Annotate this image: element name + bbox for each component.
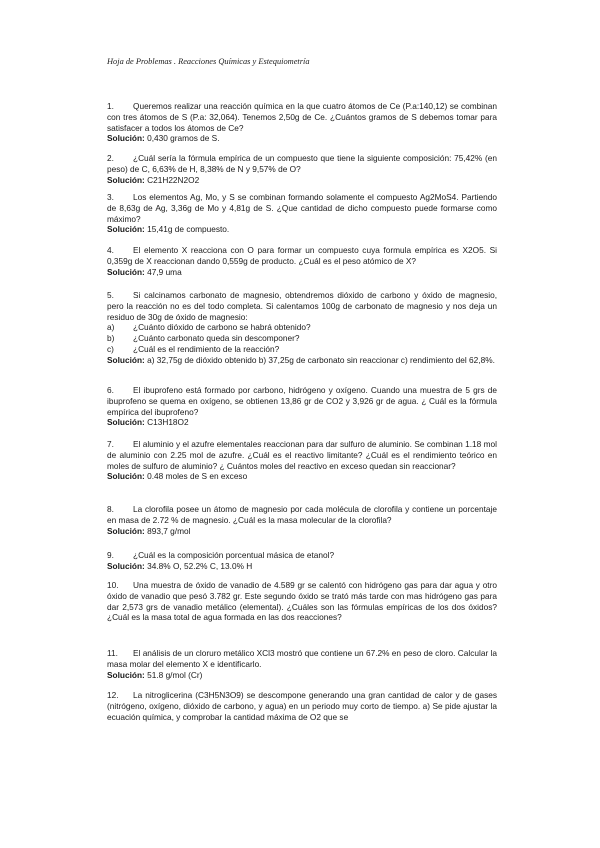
problem-3 [107,192,497,235]
problem-text: Los elementos Ag, Mo, y S se combinan formando solamente el compuesto Ag2MoS4. Partiendo de 8,63g de Ag, 3,36g de Mo y 4,81g de S. ¿Que cantidad de dicho compuesto puede formarse como máximo? [107,192,497,224]
solution-label: Solución: [107,224,145,235]
solution-label: Solución: [107,266,145,277]
solution-text: a) 32,75g de dióxido obtenido b) 37,25g de carbonato sin reaccionar c) rendimiento del 62,8%. [147,354,495,365]
problem-number: 9. [107,550,114,560]
solution-label: Solución: [107,525,145,536]
solution-label: Solución: [107,669,145,680]
problem-number: 1. [107,101,114,111]
problem-text: La nitroglicerina (C3H5N3O9) se descompone generando una gran cantidad de calor y de gases (nitrógeno, oxígeno, dióxido de carbono, y agua) en un periodo muy corto de tiempo. a) Se pide ajustar la ecuación química, y comprobar la cantidad máxima de O2 que se [107,690,497,722]
problem-5 [107,290,497,366]
option-letter: a) [107,322,115,333]
option-letter: c) [107,343,114,354]
problem-number: 3. [107,192,114,202]
problem-2 [107,153,497,185]
problem-11 [107,648,497,680]
problem-6 [107,385,497,428]
solution-text: 15,41g de compuesto. [147,224,230,235]
option-c [107,344,497,355]
problem-text: La clorofila posee un átomo de magnesio por cada molécula de clorofila y contiene un porcentaje en masa de 2.72 % de magnesio. ¿Cuál es la masa molecular de la clorofila? [107,504,497,525]
solution-text: 34.8% O, 52.2% C, 13.0% H [147,560,253,571]
problem-1 [107,101,497,144]
problem-number: 2. [107,153,114,163]
option-text: ¿Cuánto dióxido de carbono se habrá obtenido? [133,322,311,333]
problem-number: 12. [107,690,119,700]
solution-text: 0,430 gramos de S. [147,133,220,144]
solution-text: C13H18O2 [147,417,189,428]
problem-12 [107,690,497,722]
problem-number: 11. [107,648,118,658]
solution-label: Solución: [107,133,145,144]
problem-number: 6. [107,385,114,395]
problem-number: 8. [107,504,114,514]
problem-text: El análisis de un cloruro metálico XCl3 mostró que contiene un 67.2% en peso de cloro. Calcular la masa molar del elemento X e identificarlo. [107,648,497,669]
problem-9 [107,550,497,572]
problem-text: Si calcinamos carbonato de magnesio, obtendremos dióxido de carbono y óxido de magnesio, pero la reacción no es del todo completa. Si calentamos 100g de carbonato de magnesio y nos deja un residuo de 30g de óxido de magnesio: [107,290,497,322]
problem-text: El ibuprofeno está formado por carbono, hidrógeno y oxígeno. Cuando una muestra de 5 grs de ibuprofeno se quema en oxígeno, se obtienen 13,86 gr de CO2 y 3,926 gr de agua. ¿ Cuál es la fórmula empírica del ibuprofeno? [107,385,497,417]
problem-number: 4. [107,245,114,255]
solution-label: Solución: [107,354,145,365]
problem-10 [107,580,497,623]
option-a [107,322,497,333]
solution-text: 0.48 moles de S en exceso [147,471,248,482]
problem-text: ¿Cuál sería la fórmula empírica de un compuesto que tiene la siguiente composición: 75,42% (en peso) de C, 6,63% de H, 8,38% de N y 9,57% de O? [107,153,497,174]
option-text: ¿Cuánto carbonato queda sin descomponer? [133,333,300,344]
option-b [107,333,497,344]
solution-text: 51.8 g/mol (Cr) [147,669,203,680]
solution-label: Solución: [107,471,145,482]
problem-7 [107,439,497,482]
problem-text: El elemento X reacciona con O para formar un compuesto cuya formula empírica es X2O5. Si 0,359g de X reaccionan dando 0,559g de producto. ¿Cuál es el peso atómico de X? [107,245,497,266]
option-text: ¿Cuál es el rendimiento de la reacción? [133,343,280,354]
problem-text: ¿Cuál es la composición porcentual másica de etanol? [133,550,335,560]
problem-number: 10. [107,580,119,590]
problem-text: Queremos realizar una reacción química en la que cuatro átomos de Ce (P.a:140,12) se combinan con tres átomos de S (P.a: 32,064). Tenemos 2,50g de Ce. ¿Cuántos gramos de S debemos tomar para satisfacer a todos los átomos de Ce? [107,101,497,133]
problem-number: 7. [107,439,114,449]
option-letter: b) [107,333,115,344]
solution-label: Solución: [107,174,145,185]
problem-text: Una muestra de óxido de vanadio de 4.589 gr se calentó con hidrógeno gas para dar agua y otro óxido de vanadio que pesó 3.782 gr. Este segundo óxido se trató más tarde con mas hidrógeno gas para dar 2,573 grs de vanadio metálico (elemental). ¿Cuáles son las fórmulas empíricas de los dos óxidos? ¿Cuál es la masa total de agua formada en las dos reacciones? [107,580,497,623]
problem-8 [107,504,497,536]
solution-text: C21H22N2O2 [147,174,200,185]
solution-text: 893,7 g/mol [147,525,191,536]
problem-text: El aluminio y el azufre elementales reaccionan para dar sulfuro de aluminio. Se combinan 1.18 mol de aluminio con 2.25 mol de azufre. ¿Cuál es el reactivo limitante? ¿Cuál es el rendimiento teórico en moles de sulfuro de aluminio? ¿ Cuántos moles del reactivo en exceso quedan sin reaccionar? [107,439,497,471]
solution-text: 47,9 uma [147,266,182,277]
solution-label: Solución: [107,560,145,571]
problem-number: 5. [107,290,114,300]
page-header: Hoja de Problemas . Reacciones Químicas y Estequiometría [107,57,310,66]
solution-label: Solución: [107,417,145,428]
problem-4 [107,245,497,277]
